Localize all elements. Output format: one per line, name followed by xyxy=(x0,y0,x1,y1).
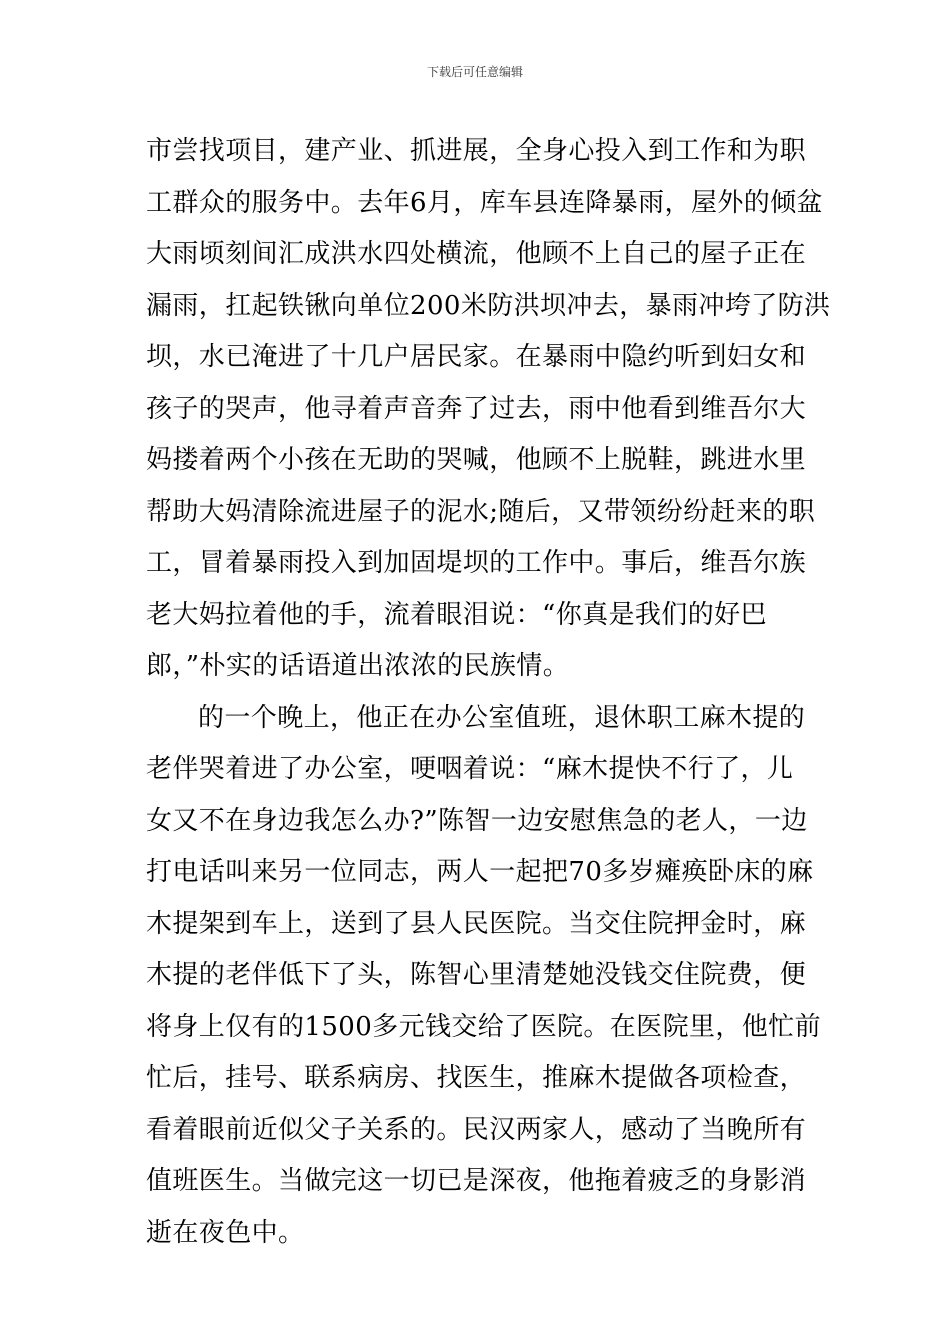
paragraph-2 xyxy=(146,693,821,1260)
text-line: 帮助大妈清除流进屋子的泥水;随后，又带领纷纷赶来的职 xyxy=(146,496,816,527)
text-line: 忙后，挂号、联系病房、找医生，推麻木提做各项检查， xyxy=(146,1063,807,1093)
text-line: 工群众的服务中。去年6月，库车县连降暴雨，屋外的倾盆 xyxy=(146,187,823,218)
text-line: 逝在夜色中。 xyxy=(146,1217,305,1248)
page-header: 下载后可任意编辑 xyxy=(426,65,523,79)
text-line: 坝，水已淹进了十几户居民家。在暴雨中隐约听到妇女和 xyxy=(146,342,807,372)
text-line: 孩子的哭声，他寻着声音奔了过去，雨中他看到维吾尔大 xyxy=(146,393,807,424)
text-line: 漏雨，扛起铁锹向单位200米防洪坝冲去，暴雨冲垮了防洪 xyxy=(146,290,831,321)
text-line: 女又不在身边我怎么办?”陈智一边安慰焦急的老人，一边 xyxy=(146,805,808,836)
text-line: 木提架到车上，送到了县人民医院。当交住院押金时，麻 xyxy=(146,908,807,939)
text-line: 打电话叫来另一位同志，两人一起把70多岁瘫痪卧床的麻 xyxy=(146,857,814,887)
document-body xyxy=(146,126,831,1259)
text-line: 郎，”朴实的话语道出浓浓的民族情。 xyxy=(146,651,570,681)
text-line: 市尝找项目，建产业、抓进展，全身心投入到工作和为职 xyxy=(146,136,807,166)
text-line: 值班医生。当做完这一切已是深夜，他拖着疲乏的身影消 xyxy=(146,1166,807,1196)
text-line: 妈搂着两个小孩在无助的哭喊，他顾不上脱鞋，跳进水里 xyxy=(146,445,807,475)
text-line: 工，冒着暴雨投入到加固堤坝的工作中。事后，维吾尔族 xyxy=(146,548,807,578)
text-line: 的一个晚上，他正在办公室值班，退休职工麻木提的 xyxy=(198,702,806,733)
text-line: 木提的老伴低下了头，陈智心里清楚她没钱交住院费，便 xyxy=(146,960,807,990)
text-line: 大雨顷刻间汇成洪水四处横流，他顾不上自己的屋子正在 xyxy=(146,239,807,269)
paragraph-1 xyxy=(146,126,831,693)
text-line: 将身上仅有的1500多元钱交给了医院。在医院里，他忙前 xyxy=(146,1011,821,1042)
text-line: 看着眼前近似父子关系的。民汉两家人，感动了当晚所有 xyxy=(146,1114,807,1145)
text-line: 老大妈拉着他的手，流着眼泪说：“你真是我们的好巴 xyxy=(146,599,767,630)
text-line: 老伴哭着进了办公室，哽咽着说：“麻木提快不行了，儿 xyxy=(146,754,794,784)
